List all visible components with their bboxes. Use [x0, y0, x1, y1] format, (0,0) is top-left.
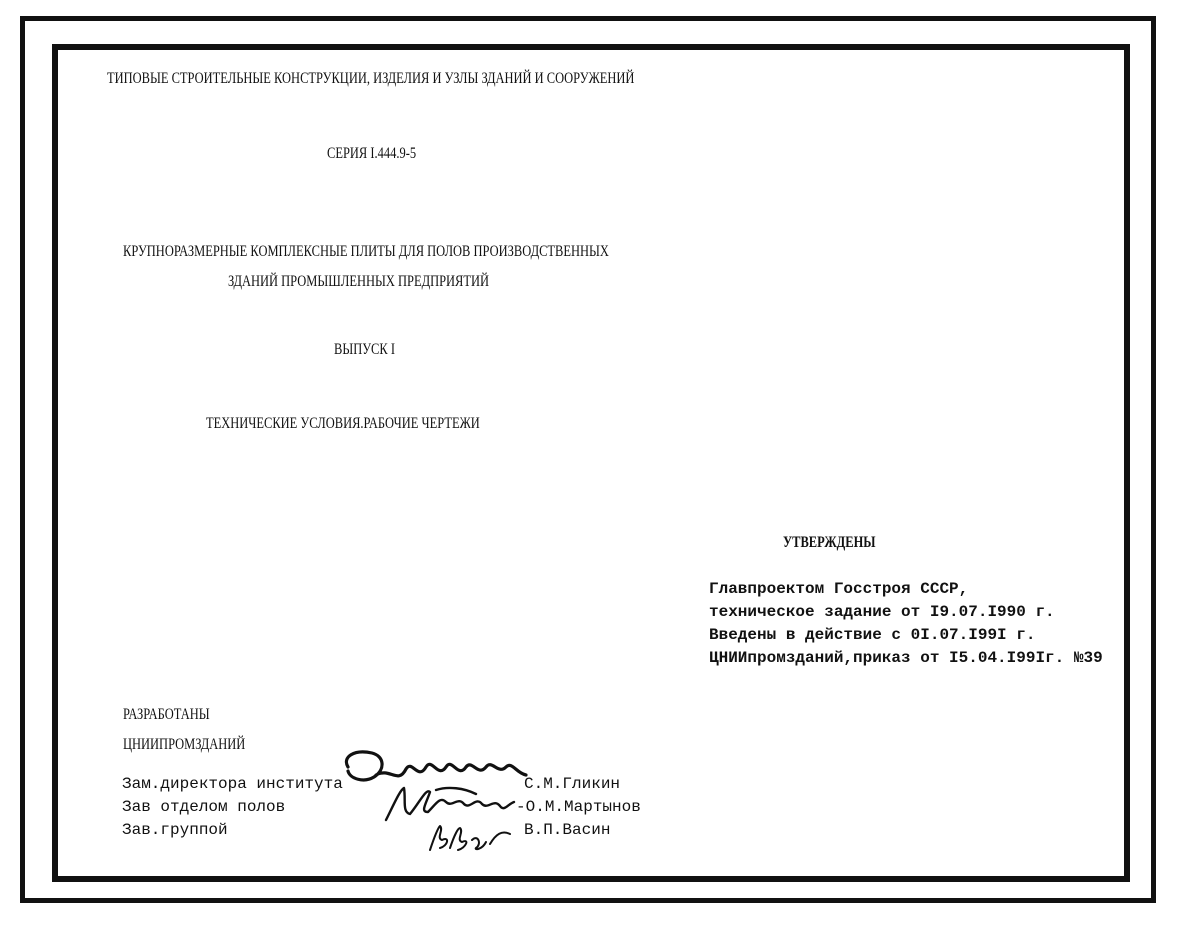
approval-line-2: техническое задание от I9.07.I990 г. — [709, 603, 1055, 621]
signatory-role-3: Зав.группой — [122, 821, 228, 839]
series-title: ТИПОВЫЕ СТРОИТЕЛЬНЫЕ КОНСТРУКЦИИ, ИЗДЕЛИЯ И УЗЛЫ ЗДАНИЙ И СООРУЖЕНИЙ — [107, 70, 635, 87]
developed-org: ЦНИИПРОМЗДАНИЙ — [123, 736, 246, 753]
doc-title-line-2: ЗДАНИЙ ПРОМЫШЛЕННЫХ ПРЕДПРИЯТИЙ — [228, 273, 490, 290]
series-number: СЕРИЯ I.444.9-5 — [327, 145, 417, 162]
signatory-name-2: -О.М.Мартынов — [516, 798, 641, 816]
signatory-name-2-text: О.М.Мартынов — [525, 798, 641, 816]
doc-subject: ТЕХНИЧЕСКИЕ УСЛОВИЯ.РАБОЧИЕ ЧЕРТЕЖИ — [206, 415, 480, 432]
inner-frame — [52, 44, 1130, 882]
approval-line-1: Главпроектом Госстроя СССР, — [709, 580, 969, 598]
signatory-name-3: В.П.Васин — [524, 821, 611, 839]
approval-line-4: ЦНИИпромзданий,приказ от I5.04.I99Iг. №39 — [709, 649, 1103, 667]
doc-title-line-1: КРУПНОРАЗМЕРНЫЕ КОМПЛЕКСНЫЕ ПЛИТЫ ДЛЯ ПОЛОВ ПРОИЗВОДСТВЕННЫХ — [123, 243, 609, 260]
signatory-role-2: Зав отделом полов — [122, 798, 286, 816]
signatory-name-1: С.М.Гликин — [524, 775, 621, 793]
issue-label: ВЫПУСК I — [334, 341, 395, 358]
signature-3 — [424, 820, 514, 856]
approval-heading: УТВЕРЖДЕНЫ — [783, 534, 876, 551]
developed-heading: РАЗРАБОТАНЫ — [123, 706, 210, 723]
signatory-role-1: Зам.директора института — [122, 775, 343, 793]
approval-line-3: Введены в действие с 0I.07.I99I г. — [709, 626, 1036, 644]
